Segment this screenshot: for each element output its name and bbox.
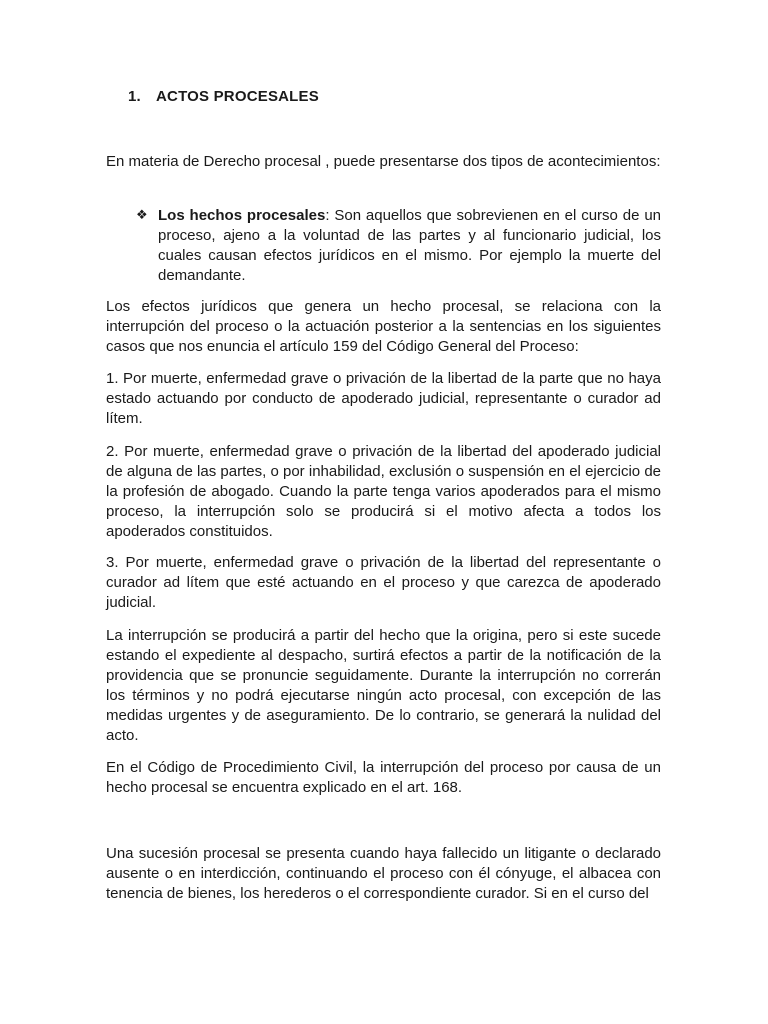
intro-paragraph: En materia de Derecho procesal , puede presentarse dos tipos de acontecimientos: (106, 153, 661, 170)
bullet-term: Los hechos procesales (158, 207, 326, 224)
section-number: 1. (128, 88, 141, 105)
bullet-text (158, 206, 661, 286)
bullet-description: : Son aquellos que sobrevienen en el curso de un proceso, ajeno a la voluntad de las partes y al funcionario judicial, los cuales causan efectos jurídicos en el mismo. Por ejemplo la muerte del demandante. (158, 207, 662, 284)
paragraph-case-2: 2. Por muerte, enfermedad grave o privación de la libertad del apoderado judicial de alguna de las partes, o por inhabilidad, exclusión o suspensión en el ejercicio de la profesión de abogado. Cuando la parte tenga varios apoderados para el mismo proceso, la interrupción solo se producirá si el motivo afecta a todos los apoderados constituidos. (106, 443, 661, 540)
diamond-bullet-icon: ❖ (136, 208, 148, 223)
paragraph-case-1: 1. Por muerte, enfermedad grave o privación de la libertad de la parte que no haya estado actuando por conducto de apoderado judicial, representante o curador ad lítem. (106, 370, 661, 427)
bullet-item (136, 206, 661, 286)
section-title: ACTOS PROCESALES (156, 88, 319, 105)
paragraph-cpc: En el Código de Procedimiento Civil, la interrupción del proceso por causa de un hecho procesal se encuentra explicado en el art. 168. (106, 759, 661, 796)
paragraph-succession: Una sucesión procesal se presenta cuando haya fallecido un litigante o declarado ausente o en interdicción, continuando el proceso con él cónyuge, el albacea con tenencia de bienes, los herederos o el correspondiente curador. Si en el curso del (106, 845, 661, 902)
paragraph-interruption: La interrupción se producirá a partir del hecho que la origina, pero si este sucede estando el expediente al despacho, surtirá efectos a partir de la notificación de la providencia que se pronuncie seguidamente. Durante la interrupción no correrán los términos y no podrá ejecutarse ningún acto procesal, con excepción de las medidas urgentes y de aseguramiento. De lo contrario, se generará la nulidad del acto. (106, 627, 661, 744)
section-heading (128, 88, 319, 105)
paragraph-case-3: 3. Por muerte, enfermedad grave o privación de la libertad del representante o curador ad lítem que esté actuando en el proceso y que carezca de apoderado judicial. (106, 554, 661, 611)
paragraph-effects: Los efectos jurídicos que genera un hecho procesal, se relaciona con la interrupción del proceso o la actuación posterior a la sentencias en los siguientes casos que nos enuncia el artículo 159 del Código General del Proceso: (106, 298, 661, 355)
